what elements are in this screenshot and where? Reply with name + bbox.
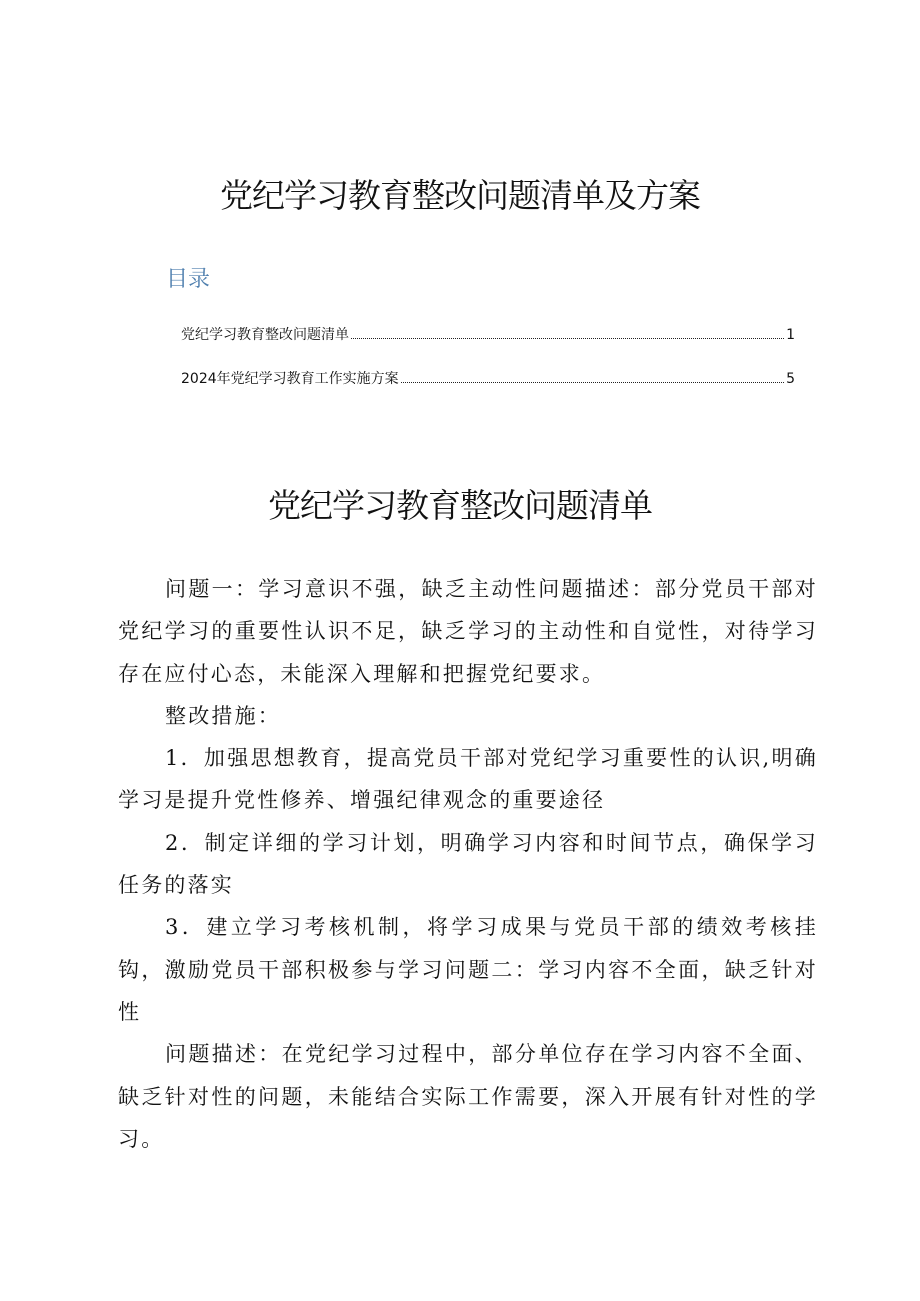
toc-entry-page: 1 [786, 327, 795, 343]
toc-dot-leader [401, 382, 784, 383]
paragraph-measure-1: 1．加强思想教育，提高党员干部对党纪学习重要性的认识,明确学习是提升党性修养、增强纪律观念的重要途径 [118, 746, 818, 813]
paragraph-measures-heading: 整改措施： [165, 703, 281, 728]
section-title: 党纪学习教育整改问题清单 [268, 486, 652, 525]
toc-heading: 目录 [166, 267, 211, 292]
toc-entry-page: 5 [786, 371, 795, 387]
toc-entry-label: 2024年党纪学习教育工作实施方案 [181, 371, 399, 387]
section-body [118, 568, 818, 1160]
toc-entry[interactable] [181, 324, 795, 344]
paragraph-problem-one: 问题一：学习意识不强，缺乏主动性问题描述：部分党员干部对党纪学习的重要性认识不足，缺乏学习的主动性和自觉性，对待学习存在应付心态，未能深入理解和把握党纪要求。 [118, 577, 818, 686]
paragraph-measure-2: 2．制定详细的学习计划，明确学习内容和时间节点，确保学习任务的落实 [118, 830, 818, 898]
toc-entry[interactable] [181, 368, 795, 388]
document-title: 党纪学习教育整改问题清单及方案 [220, 176, 700, 215]
paragraph-problem-two-description: 问题描述：在党纪学习过程中，部分单位存在学习内容不全面、缺乏针对性的问题，未能结合实际工作需要，深入开展有针对性的学习。 [118, 1042, 818, 1151]
toc-entry-label: 党纪学习教育整改问题清单 [181, 327, 349, 343]
toc-dot-leader [351, 338, 784, 339]
paragraph-measure-3: 3．建立学习考核机制，将学习成果与党员干部的绩效考核挂钩，激励党员干部积极参与学习问题二：学习内容不全面，缺乏针对性 [118, 915, 818, 1024]
